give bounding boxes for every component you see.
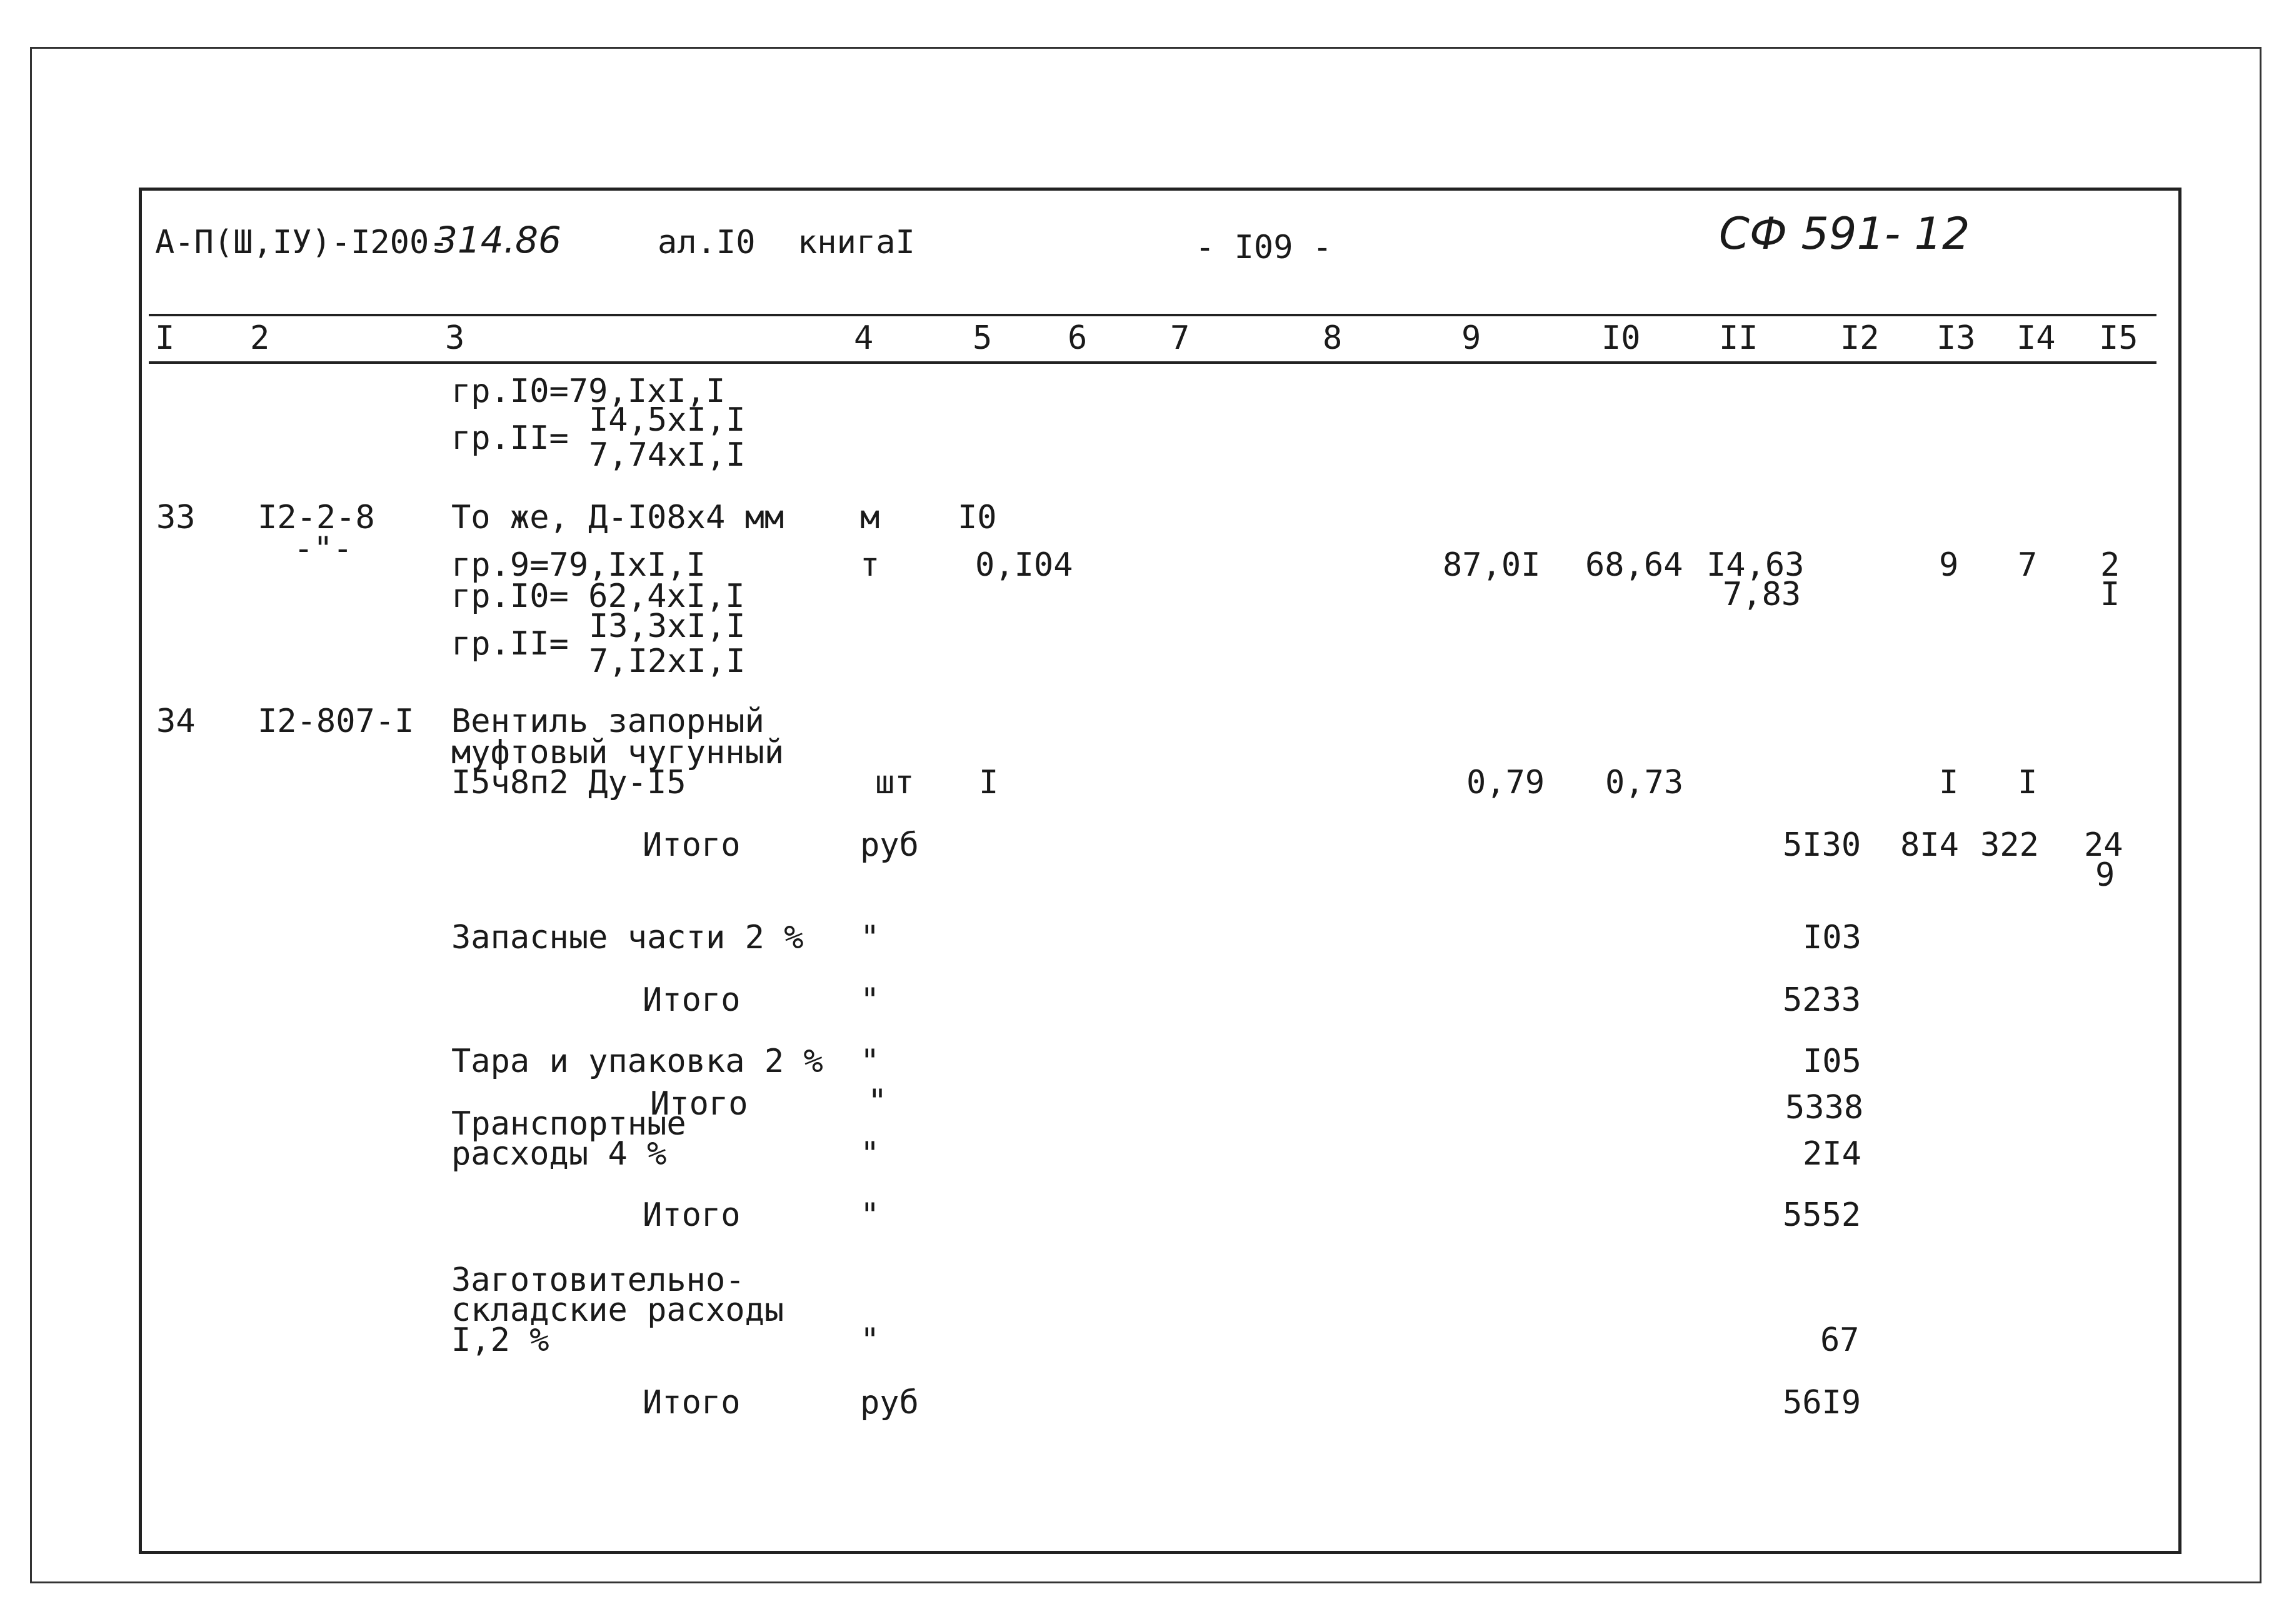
row33-col15-a: 2 [2100, 546, 2120, 584]
col-header-15: I5 [2099, 319, 2138, 357]
inner-frame [139, 188, 2181, 1554]
row34-col14: I [2018, 764, 2038, 801]
row34-name-line2: муфтовый чугунный [451, 734, 784, 771]
total2-col12: 5233 [1783, 981, 1861, 1019]
row33-col11-b: 7,83 [1723, 576, 1801, 613]
row33-col9: 87,0I [1443, 546, 1541, 584]
row33-qty1: I0 [958, 499, 997, 536]
row34-number: 34 [156, 703, 196, 740]
col-header-12: I2 [1840, 319, 1880, 357]
col-header-2: 2 [250, 319, 270, 357]
col-header-1: I [155, 319, 175, 357]
col-header-10: I0 [1601, 319, 1641, 357]
row33-col10: 68,64 [1585, 546, 1683, 584]
row33-qty2: 0,I04 [975, 546, 1073, 584]
total1-label: Итого [643, 826, 741, 864]
transport-label-line2: расходы 4 % [451, 1135, 667, 1173]
row34-name-line3: I5ч8п2 Ду-I5 [451, 764, 686, 801]
row34-col9: 0,79 [1466, 764, 1545, 801]
total1-col15-a: 24 [2084, 826, 2123, 864]
spare-parts-col12: I03 [1803, 919, 1861, 956]
row33-formula-3-denominator: 7,I2xI,I [589, 643, 746, 680]
col-header-7: 7 [1170, 319, 1190, 357]
row33-unit2: т [860, 546, 880, 584]
col-header-4: 4 [854, 319, 874, 357]
total5-label: Итого [643, 1384, 741, 1421]
row33-col13: 9 [1939, 546, 1959, 584]
row34-code: I2-807-I [258, 703, 414, 740]
total1-unit: руб [860, 826, 919, 864]
cont-formula-2-denominator: 7,74xI,I [589, 436, 746, 474]
total4-label: Итого [643, 1196, 741, 1234]
row33-ditto: -"- [294, 530, 353, 568]
total2-unit: " [860, 981, 880, 1019]
row33-formula-3-numerator: I3,3xI,I [589, 608, 746, 645]
total5-col12: 56I9 [1783, 1384, 1861, 1421]
cont-formula-1: гр.I0=79,IxI,I [451, 373, 726, 410]
packaging-col12: I05 [1803, 1043, 1861, 1080]
total4-unit: " [860, 1196, 880, 1234]
total5-unit: руб [860, 1384, 919, 1421]
total4-col12: 5552 [1783, 1196, 1861, 1234]
col-header-3: 3 [445, 319, 465, 357]
row34-col13: I [1939, 764, 1959, 801]
spare-parts-label: Запасные части 2 % [451, 919, 804, 956]
col-header-14: I4 [2016, 319, 2056, 357]
row34-name-line1: Вентиль запорный [451, 703, 764, 740]
procurement-label-line1: Заготовительно- [451, 1261, 745, 1299]
handwritten-stamp: СФ 591- 12 [1719, 208, 1970, 259]
row34-qty: I [979, 764, 999, 801]
transport-unit: " [860, 1135, 880, 1173]
col-header-5: 5 [973, 319, 993, 357]
row33-col14: 7 [2018, 546, 2038, 584]
total1-col14: 322 [1980, 826, 2039, 864]
total1-col15-b: 9 [2095, 856, 2115, 894]
total1-col12: 5I30 [1783, 826, 1861, 864]
total3-unit: " [868, 1083, 888, 1120]
procurement-col12: 67 [1820, 1321, 1860, 1359]
packaging-unit: " [860, 1043, 880, 1080]
transport-label-line1: Транспортные [451, 1105, 686, 1143]
total1-col13: 8I4 [1900, 826, 1959, 864]
procurement-label-line2: складские расходы [451, 1291, 784, 1329]
total3-col12: 5338 [1785, 1089, 1864, 1126]
procurement-unit: " [860, 1321, 880, 1359]
total3-label: Итого [650, 1085, 748, 1123]
row33-code: I2-2-8 [258, 499, 375, 536]
row34-unit: шт [875, 764, 914, 801]
row34-col10: 0,73 [1605, 764, 1684, 801]
doc-code-handwritten: 314.86 [434, 219, 561, 261]
packaging-label: Тара и упаковка 2 % [451, 1043, 823, 1080]
row33-formula-1: гр.9=79,IxI,I [451, 546, 706, 584]
transport-col12: 2I4 [1803, 1135, 1861, 1173]
col-header-6: 6 [1068, 319, 1088, 357]
spare-parts-unit: " [860, 919, 880, 956]
book-number: книгаI [798, 224, 915, 261]
col-header-9: 9 [1461, 319, 1481, 357]
cont-formula-2-label: гр.II= [451, 419, 569, 457]
row33-number: 33 [156, 499, 196, 536]
doc-code: А-П(Ш,IУ)-I200- [155, 224, 449, 261]
total2-label: Итого [643, 981, 741, 1019]
row33-col11-a: I4,63 [1706, 546, 1805, 584]
header-bottom-rule [149, 361, 2156, 364]
page-number: - I09 - [1195, 229, 1333, 266]
col-header-11: II [1719, 319, 1758, 357]
col-header-13: I3 [1936, 319, 1976, 357]
col-header-8: 8 [1323, 319, 1343, 357]
row33-unit1: м [860, 499, 880, 536]
procurement-label-line3: I,2 % [451, 1321, 549, 1359]
row33-name: То же, Д-I08x4 мм [451, 499, 784, 536]
album-number: ал.I0 [658, 224, 756, 261]
cont-formula-2-numerator: I4,5xI,I [589, 401, 746, 439]
header-top-rule [149, 314, 2156, 316]
row33-formula-2: гр.I0= 62,4xI,I [451, 578, 745, 615]
row33-formula-3-label: гр.II= [451, 625, 569, 663]
row33-col15-b: I [2100, 576, 2120, 613]
